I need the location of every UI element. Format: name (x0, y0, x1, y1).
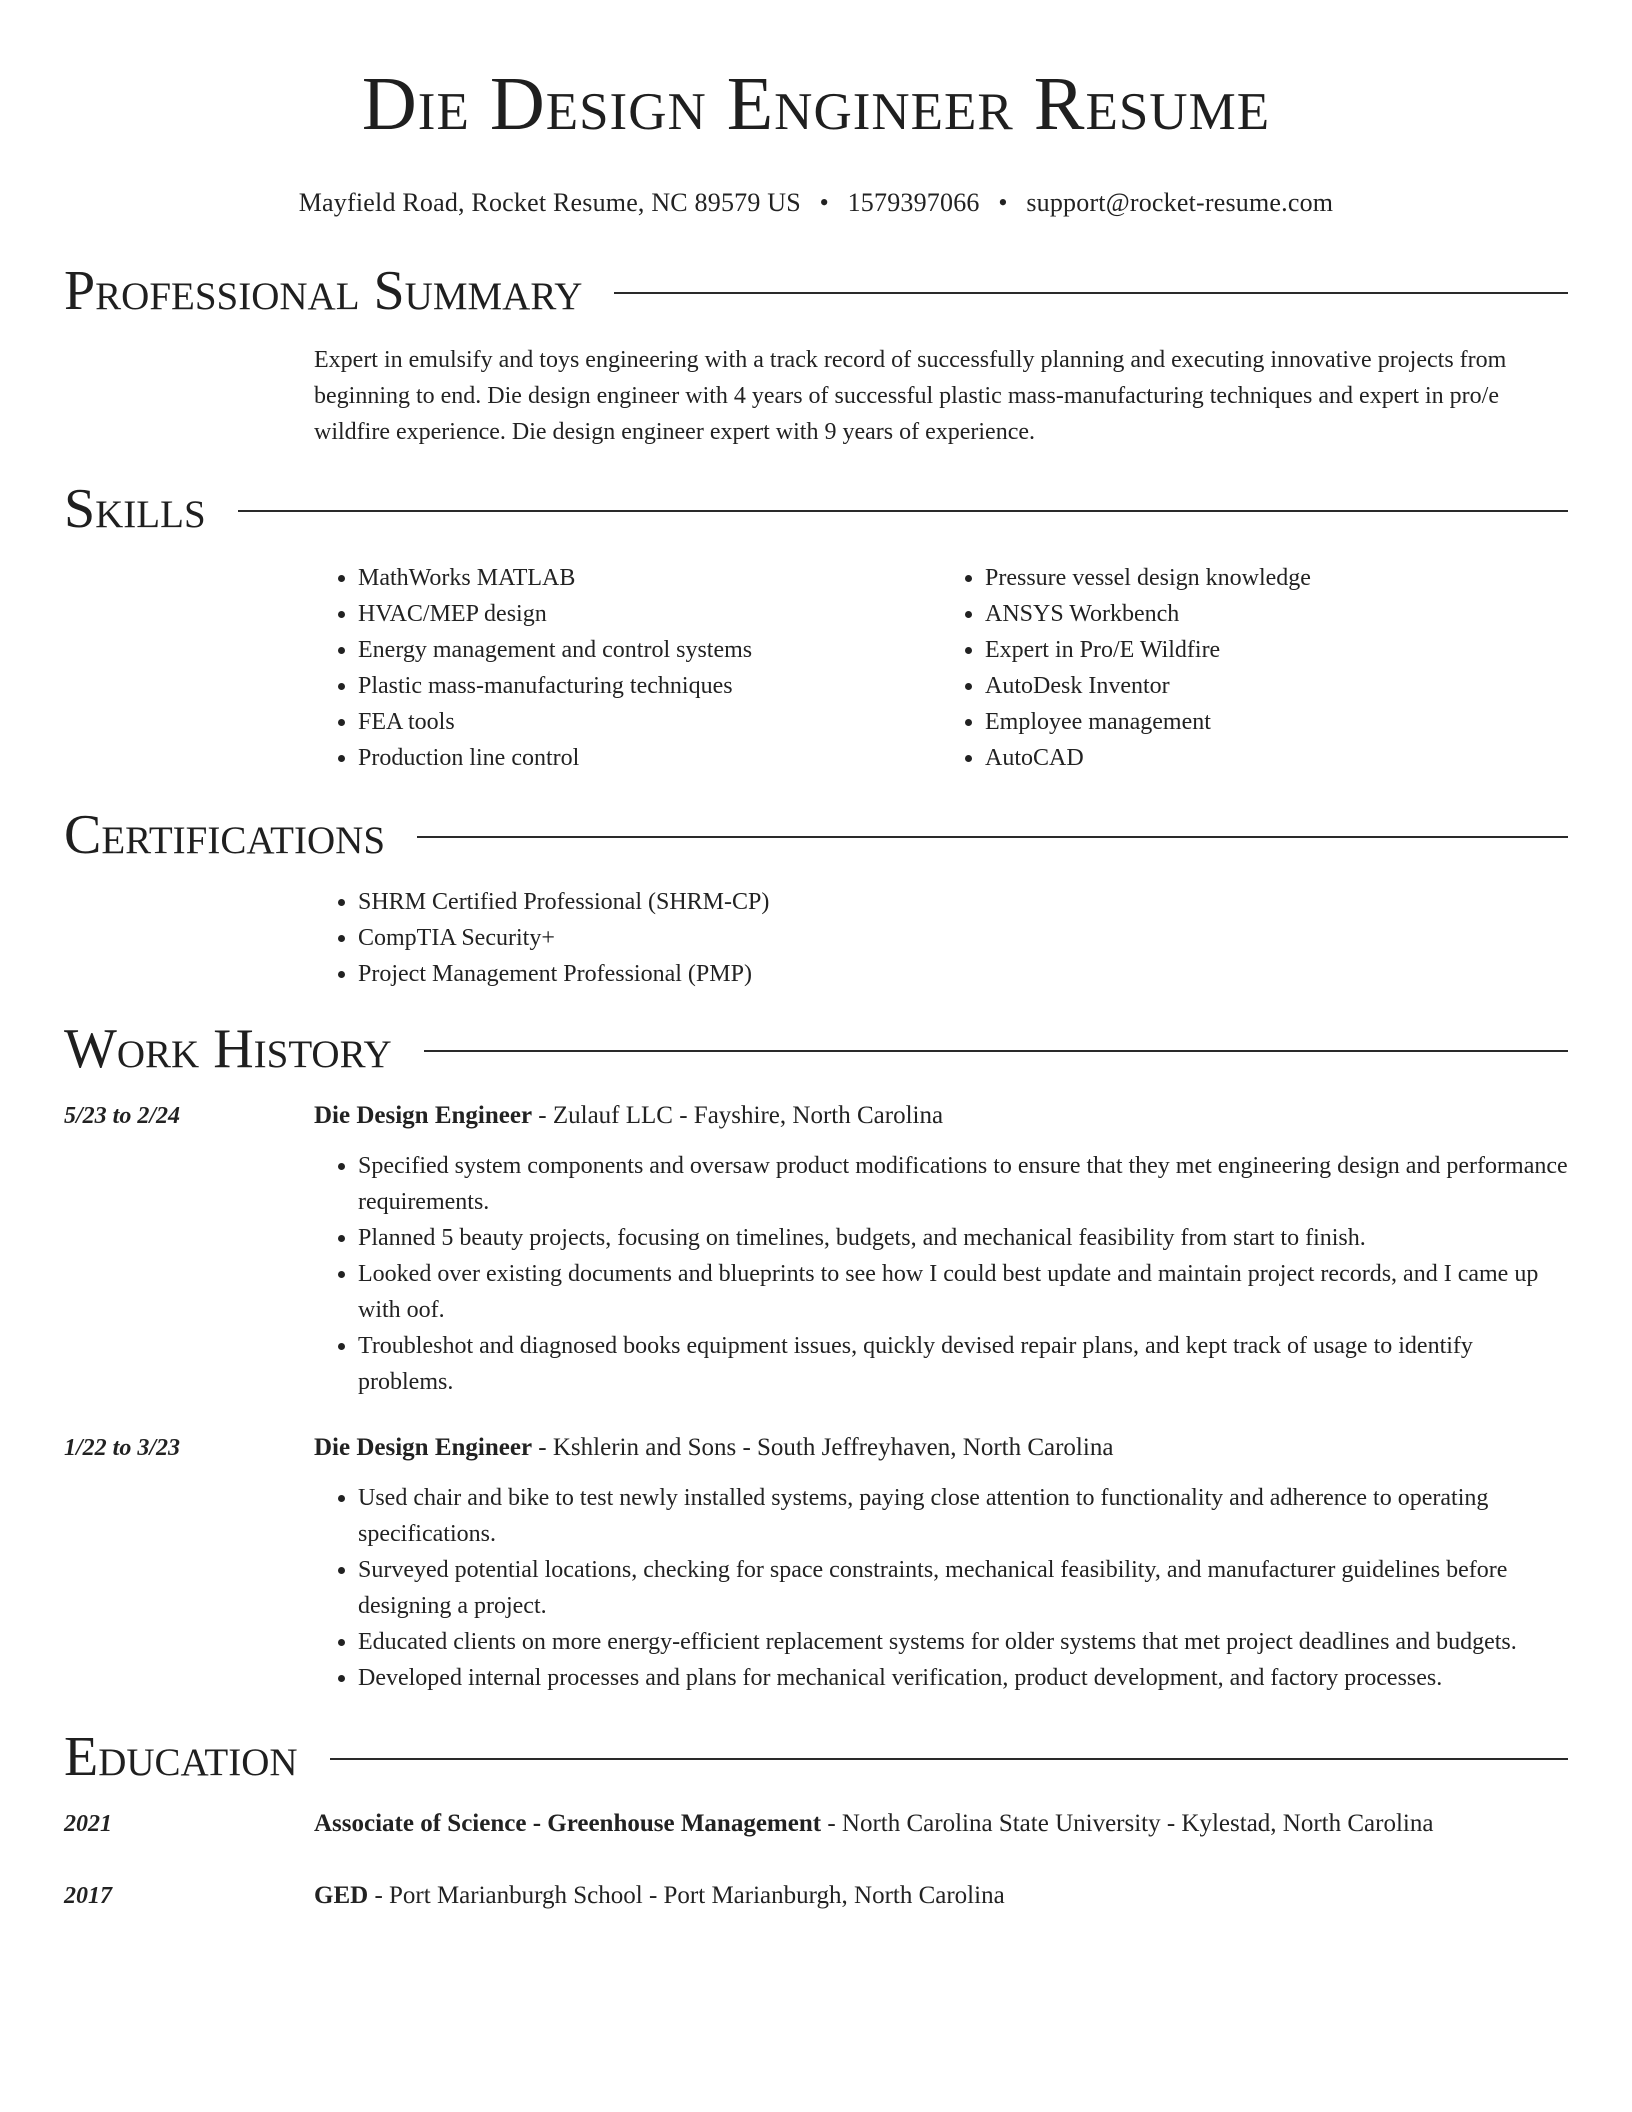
education-entry (64, 1806, 1568, 1842)
skills-list-right (941, 560, 1568, 776)
job-dates: 5/23 to 2/24 (64, 1103, 181, 1129)
education-heading-line (314, 1878, 1005, 1914)
contact-phone: 1579397066 (847, 188, 980, 217)
job-bullet: • Looked over existing documents and blueprints to see how I could best update and maintain project records, and I came up with oof. (358, 1256, 1568, 1328)
job-bullets (314, 1148, 1568, 1400)
certifications-section-header (64, 800, 1568, 870)
resume-title: Die Design Engineer Resume (361, 62, 1271, 146)
education-year: 2021 (64, 1811, 112, 1837)
section-divider (417, 836, 1568, 838)
job-heading (314, 1430, 1113, 1466)
skills-grid (314, 560, 1568, 776)
skill-item: • HVAC/MEP design (358, 596, 941, 632)
job-dates: 1/22 to 3/23 (64, 1435, 181, 1461)
education-year: 2017 (64, 1883, 112, 1909)
skill-item: • Energy management and control systems (358, 632, 941, 668)
work-section-header (64, 1014, 1568, 1084)
job-bullets (314, 1480, 1568, 1696)
job-heading (314, 1098, 943, 1134)
contact-line (64, 188, 1568, 218)
skill-item: • Employee management (985, 704, 1568, 740)
skill-item: • AutoCAD (985, 740, 1568, 776)
work-heading: Work History (64, 1018, 392, 1080)
skill-item: • FEA tools (358, 704, 941, 740)
certifications-heading: Certifications (64, 804, 386, 866)
education-degree: Associate of Science - Greenhouse Management (314, 1810, 822, 1837)
contact-email: support@rocket-resume.com (1026, 188, 1334, 217)
section-divider (614, 292, 1568, 294)
skill-item: • AutoDesk Inventor (985, 668, 1568, 704)
education-degree: GED (314, 1882, 369, 1909)
job-title: Die Design Engineer (314, 1434, 533, 1461)
certification-item: • SHRM Certified Professional (SHRM-CP) (358, 884, 1568, 920)
skills-section-header (64, 474, 1568, 544)
certifications-list (314, 884, 1568, 992)
contact-separator: • (998, 188, 1008, 217)
job-bullet: • Used chair and bike to test newly installed systems, paying close attention to functionality and adherence to operating specifications. (358, 1480, 1568, 1552)
education-school: - Port Marianburgh School - Port Marianburgh, North Carolina (368, 1882, 1005, 1909)
education-school: - North Carolina State University - Kylestad, North Carolina (821, 1810, 1434, 1837)
certification-item: • Project Management Professional (PMP) (358, 956, 1568, 992)
skill-item: • Pressure vessel design knowledge (985, 560, 1568, 596)
section-divider (238, 510, 1568, 512)
skill-item: • ANSYS Workbench (985, 596, 1568, 632)
education-heading: Education (64, 1726, 298, 1788)
job-employer: - Kshlerin and Sons - South Jeffreyhaven, North Carolina (532, 1434, 1114, 1461)
section-divider (330, 1758, 1568, 1760)
job-bullet: • Troubleshot and diagnosed books equipment issues, quickly devised repair plans, and kept track of usage to identify problems. (358, 1328, 1568, 1400)
skills-list-left (314, 560, 941, 776)
certifications-body (314, 884, 1568, 992)
education-section-header (64, 1722, 1568, 1792)
skill-item: • Plastic mass-manufacturing techniques (358, 668, 941, 704)
job-entry (64, 1430, 1568, 1696)
certification-item: • CompTIA Security+ (358, 920, 1568, 956)
skill-item: • Production line control (358, 740, 941, 776)
job-bullet: • Specified system components and oversaw product modifications to ensure that they met engineering design and performance requirements. (358, 1148, 1568, 1220)
job-bullet: • Developed internal processes and plans for mechanical verification, product development, and factory processes. (358, 1660, 1568, 1696)
job-entry (64, 1098, 1568, 1400)
job-bullet: • Surveyed potential locations, checking for space constraints, mechanical feasibility, and manufacturer guidelines before designing a project. (358, 1552, 1568, 1624)
contact-separator: • (819, 188, 829, 217)
education-entry (64, 1878, 1568, 1914)
education-heading-line (314, 1806, 1433, 1842)
job-title: Die Design Engineer (314, 1102, 533, 1129)
skill-item: • Expert in Pro/E Wildfire (985, 632, 1568, 668)
summary-section-header (64, 256, 1568, 326)
skill-item: • MathWorks MATLAB (358, 560, 941, 596)
summary-text: Expert in emulsify and toys engineering with a track record of successfully planning and executing innovative projects from beginning to end. Die design engineer with 4 years of successful plastic mass-manufacturing techniques and expert in pro/e wildfire experience. Die design engineer expert with 9 years of experience. (314, 347, 1507, 445)
contact-address: Mayfield Road, Rocket Resume, NC 89579 US (298, 188, 801, 217)
job-bullet: • Educated clients on more energy-efficient replacement systems for older systems that met project deadlines and budgets. (358, 1624, 1568, 1660)
section-divider (424, 1050, 1568, 1052)
job-bullet: • Planned 5 beauty projects, focusing on timelines, budgets, and mechanical feasibility from start to finish. (358, 1220, 1568, 1256)
skills-heading: Skills (64, 478, 206, 540)
summary-heading: Professional Summary (64, 260, 583, 322)
job-employer: - Zulauf LLC - Fayshire, North Carolina (532, 1102, 944, 1129)
